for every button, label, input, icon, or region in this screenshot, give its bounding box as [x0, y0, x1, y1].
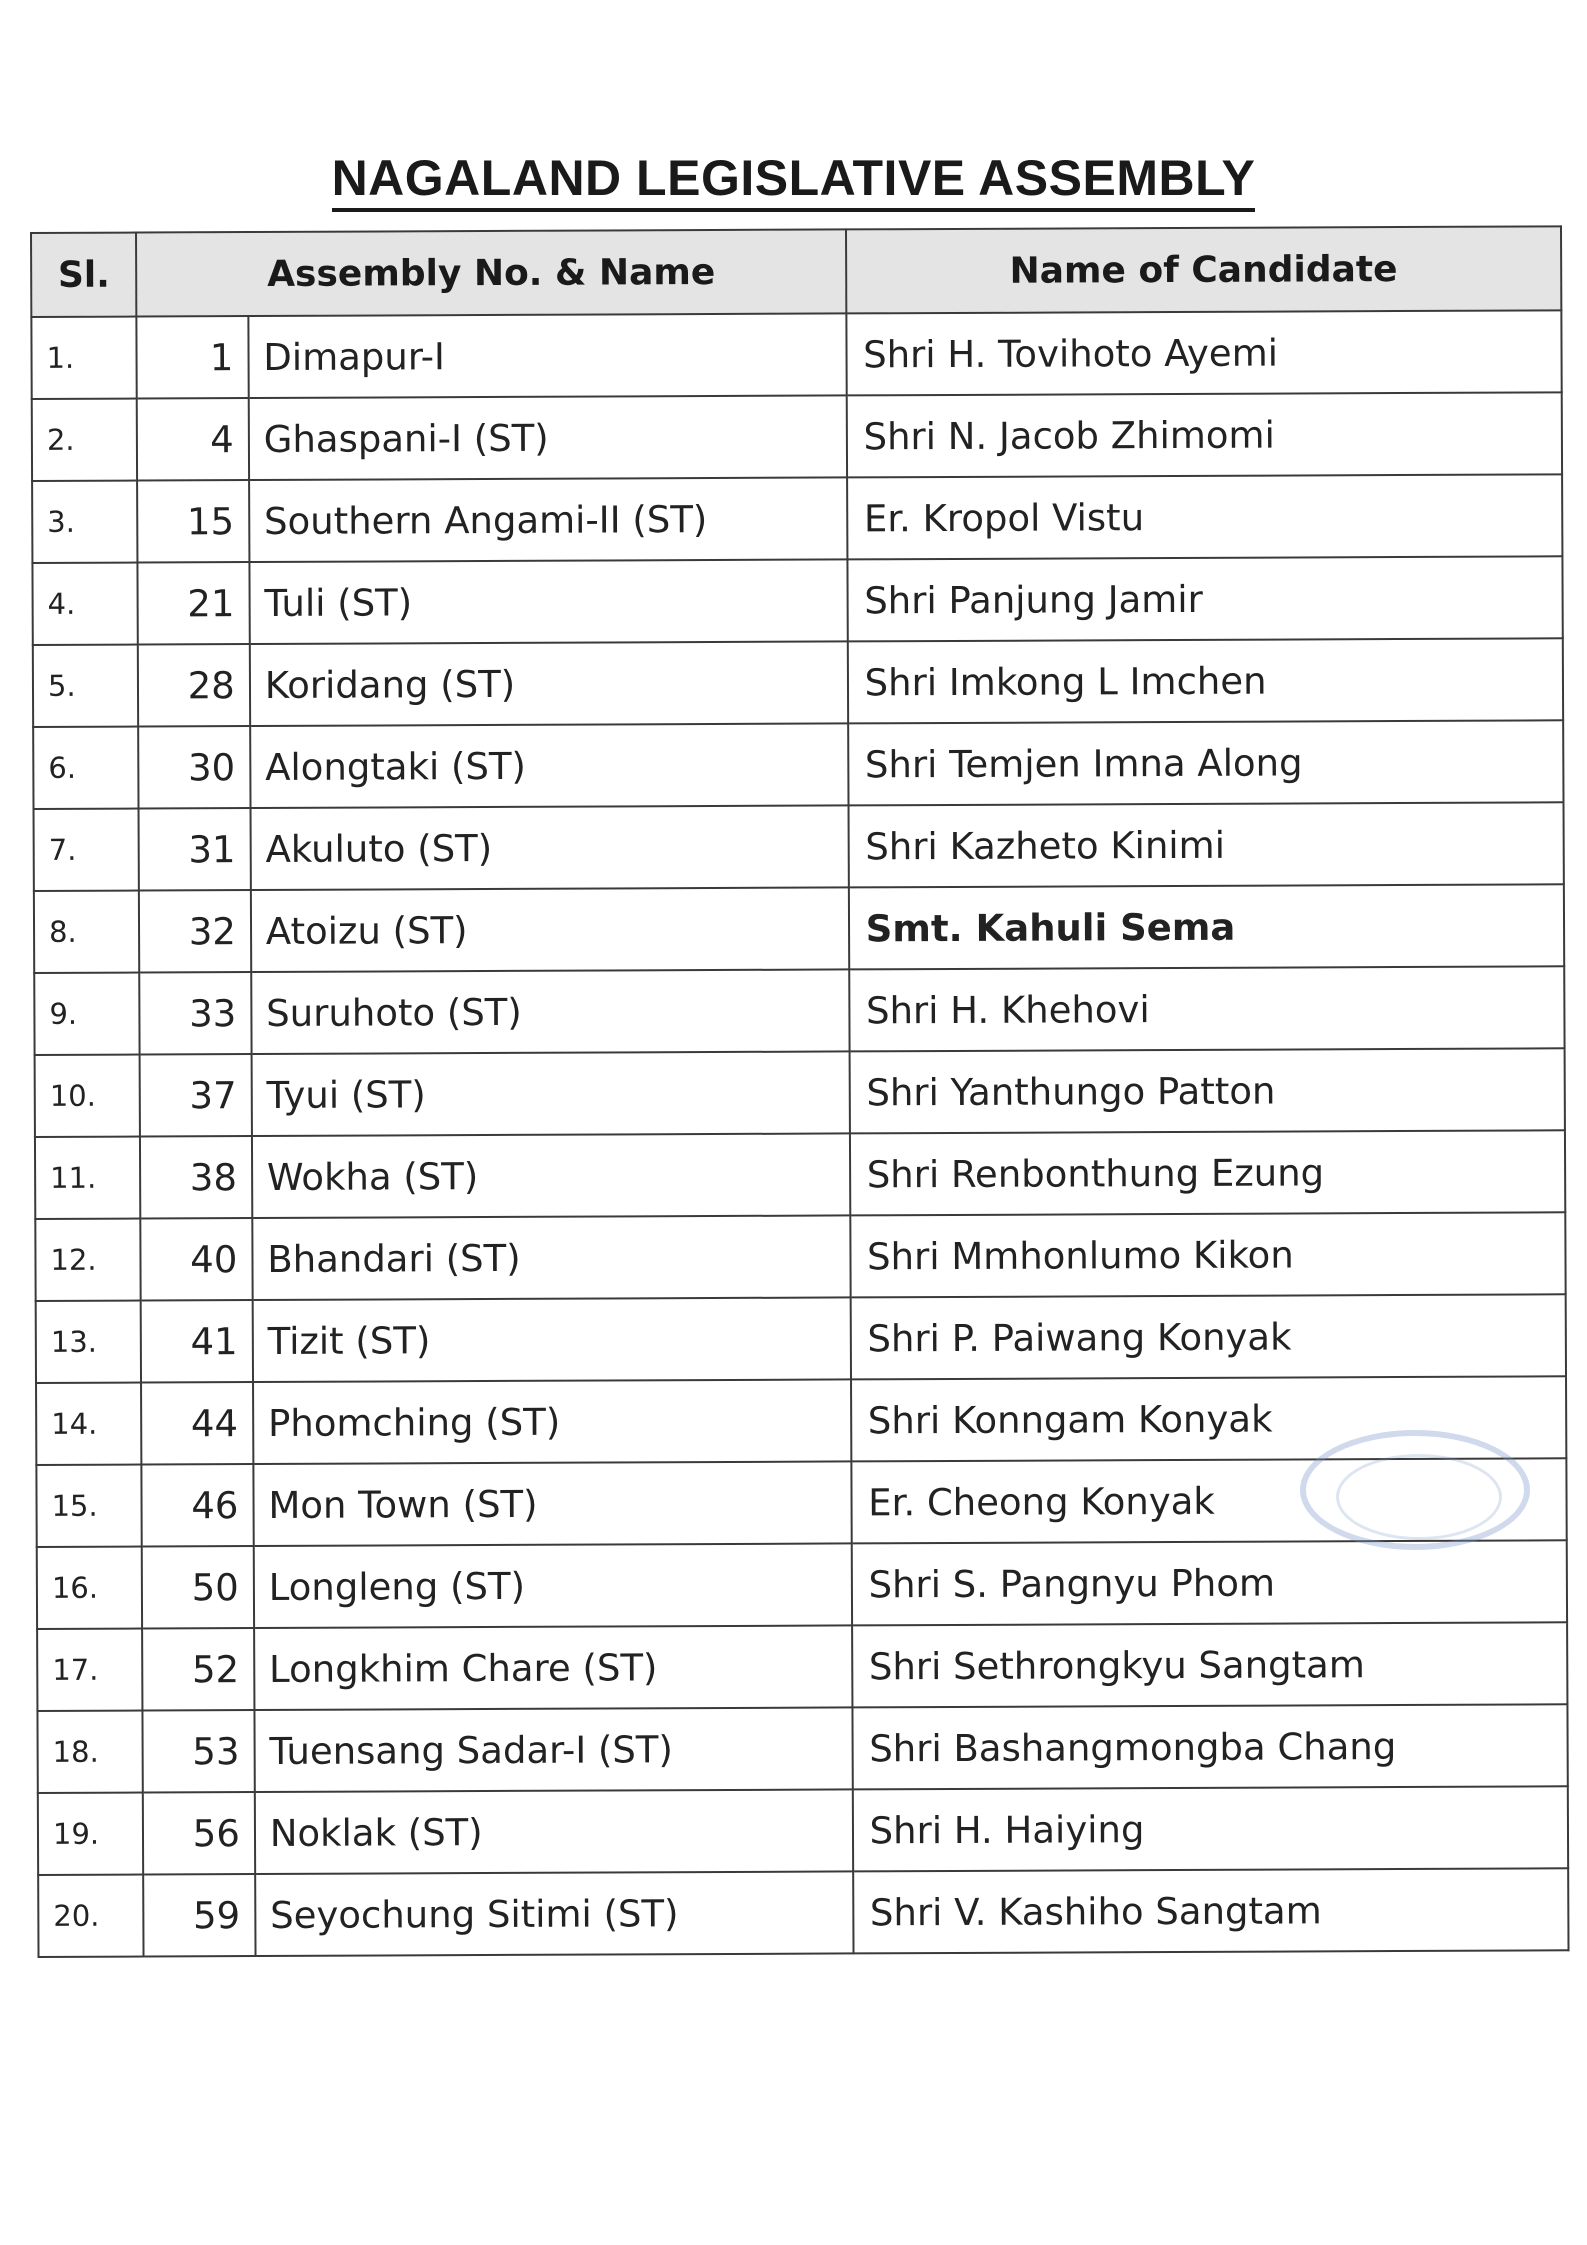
row-assembly-name: Noklak (ST) [255, 1789, 853, 1874]
header-candidate: Name of Candidate [846, 226, 1562, 313]
row-assembly-name: Atoizu (ST) [251, 887, 849, 972]
row-assembly-number: 46 [142, 1464, 254, 1546]
row-assembly-number: 38 [140, 1136, 252, 1218]
row-candidate-name: Smt. Kahuli Sema [849, 884, 1565, 969]
row-assembly-name: Wokha (ST) [252, 1133, 850, 1218]
row-assembly-number: 28 [138, 644, 250, 726]
row-assembly-number: 41 [141, 1300, 253, 1382]
row-assembly-name: Bhandari (ST) [252, 1215, 850, 1300]
row-assembly-name: Mon Town (ST) [253, 1461, 851, 1546]
row-assembly-name: Akuluto (ST) [250, 805, 848, 890]
row-candidate-name: Shri N. Jacob Zhimomi [846, 392, 1562, 477]
row-sl-number: 3. [32, 481, 138, 563]
row-candidate-name: Shri Panjung Jamir [847, 556, 1563, 641]
table-row [37, 1622, 1567, 1711]
table-row [38, 1786, 1568, 1875]
row-sl-number: 8. [34, 891, 140, 973]
row-assembly-number: 1 [137, 316, 249, 398]
header-assembly: Assembly No. & Name [136, 229, 846, 316]
table-body [31, 310, 1568, 1957]
office-seal-stamp [1300, 1430, 1530, 1550]
row-assembly-number: 52 [142, 1628, 254, 1710]
row-sl-number: 11. [35, 1137, 141, 1219]
table-row [32, 556, 1562, 645]
candidate-table [30, 225, 1570, 1958]
row-assembly-name: Tuensang Sadar-I (ST) [254, 1707, 852, 1792]
row-assembly-name: Tyui (ST) [251, 1051, 849, 1136]
row-assembly-name: Longleng (ST) [254, 1543, 852, 1628]
row-sl-number: 2. [32, 399, 138, 481]
row-sl-number: 17. [37, 1629, 143, 1711]
row-assembly-number: 31 [139, 808, 251, 890]
table-row [37, 1704, 1567, 1793]
row-sl-number: 1. [31, 317, 137, 399]
row-assembly-number: 59 [144, 1874, 256, 1956]
table-row [31, 310, 1561, 399]
row-candidate-name: Shri Imkong L Imchen [847, 638, 1563, 723]
row-candidate-name: Er. Kropol Vistu [847, 474, 1563, 559]
row-assembly-name: Phomching (ST) [253, 1379, 851, 1464]
row-candidate-name: Shri Bashangmongba Chang [852, 1704, 1568, 1789]
row-assembly-name: Alongtaki (ST) [250, 723, 848, 808]
row-assembly-name: Tuli (ST) [249, 559, 847, 644]
table-row [36, 1294, 1566, 1383]
row-assembly-number: 33 [140, 972, 252, 1054]
row-candidate-name: Shri P. Paiwang Konyak [850, 1294, 1566, 1379]
table-row [37, 1540, 1567, 1629]
row-sl-number: 7. [34, 809, 140, 891]
row-sl-number: 20. [38, 1875, 144, 1957]
row-sl-number: 6. [33, 727, 139, 809]
row-assembly-number: 56 [143, 1792, 255, 1874]
row-assembly-number: 53 [143, 1710, 255, 1792]
row-sl-number: 15. [36, 1465, 142, 1547]
row-assembly-name: Seyochung Sitimi (ST) [255, 1871, 853, 1956]
table-row [35, 1048, 1565, 1137]
row-candidate-name: Shri V. Kashiho Sangtam [853, 1868, 1569, 1953]
row-sl-number: 4. [32, 563, 138, 645]
table-row [33, 638, 1563, 727]
row-assembly-number: 50 [142, 1546, 254, 1628]
row-assembly-number: 15 [137, 480, 249, 562]
row-candidate-name: Er. Cheong Konyak [851, 1458, 1567, 1543]
row-candidate-name: Shri Kazheto Kinimi [848, 802, 1564, 887]
table-row [35, 1212, 1565, 1301]
header-sl: Sl. [31, 233, 137, 317]
row-assembly-name: Tizit (ST) [252, 1297, 850, 1382]
row-candidate-name: Shri S. Pangnyu Phom [851, 1540, 1567, 1625]
row-sl-number: 14. [36, 1383, 142, 1465]
row-assembly-name: Southern Angami-II (ST) [249, 477, 847, 562]
office-seal-inner-ring [1336, 1454, 1502, 1540]
row-sl-number: 9. [34, 973, 140, 1055]
row-candidate-name: Shri H. Khehovi [849, 966, 1565, 1051]
row-assembly-name: Longkhim Chare (ST) [254, 1625, 852, 1710]
row-sl-number: 12. [35, 1219, 141, 1301]
table-row [38, 1868, 1568, 1957]
row-candidate-name: Shri Yanthungo Patton [849, 1048, 1565, 1133]
row-sl-number: 10. [35, 1055, 141, 1137]
table-row [34, 966, 1564, 1055]
table-row [35, 1130, 1565, 1219]
row-assembly-number: 44 [141, 1382, 253, 1464]
row-assembly-name: Koridang (ST) [250, 641, 848, 726]
row-candidate-name: Shri Renbonthung Ezung [850, 1130, 1566, 1215]
row-sl-number: 13. [36, 1301, 142, 1383]
row-assembly-number: 37 [140, 1054, 252, 1136]
table-header-row [31, 226, 1561, 317]
row-sl-number: 18. [37, 1711, 143, 1793]
row-assembly-name: Ghaspani-I (ST) [249, 395, 847, 480]
document-title-text: NAGALAND LEGISLATIVE ASSEMBLY [332, 150, 1256, 212]
row-candidate-name: Shri Temjen Imna Along [848, 720, 1564, 805]
row-assembly-number: 4 [137, 398, 249, 480]
row-candidate-name: Shri Sethrongkyu Sangtam [852, 1622, 1568, 1707]
row-assembly-number: 32 [139, 890, 251, 972]
row-candidate-name: Shri H. Haiying [852, 1786, 1568, 1871]
table-row [34, 884, 1564, 973]
row-assembly-name: Suruhoto (ST) [251, 969, 849, 1054]
row-assembly-name: Dimapur-I [248, 313, 846, 398]
table-row [33, 720, 1563, 809]
row-candidate-name: Shri H. Tovihoto Ayemi [846, 310, 1562, 395]
row-assembly-number: 30 [139, 726, 251, 808]
row-assembly-number: 21 [138, 562, 250, 644]
document-title [0, 148, 1587, 208]
row-sl-number: 16. [37, 1547, 143, 1629]
row-sl-number: 19. [38, 1793, 144, 1875]
row-candidate-name: Shri Mmhonlumo Kikon [850, 1212, 1566, 1297]
table-row [34, 802, 1564, 891]
row-assembly-number: 40 [141, 1218, 253, 1300]
row-sl-number: 5. [33, 645, 139, 727]
table-row [32, 474, 1562, 563]
table-row [32, 392, 1562, 481]
row-candidate-name: Shri Konngam Konyak [851, 1376, 1567, 1461]
